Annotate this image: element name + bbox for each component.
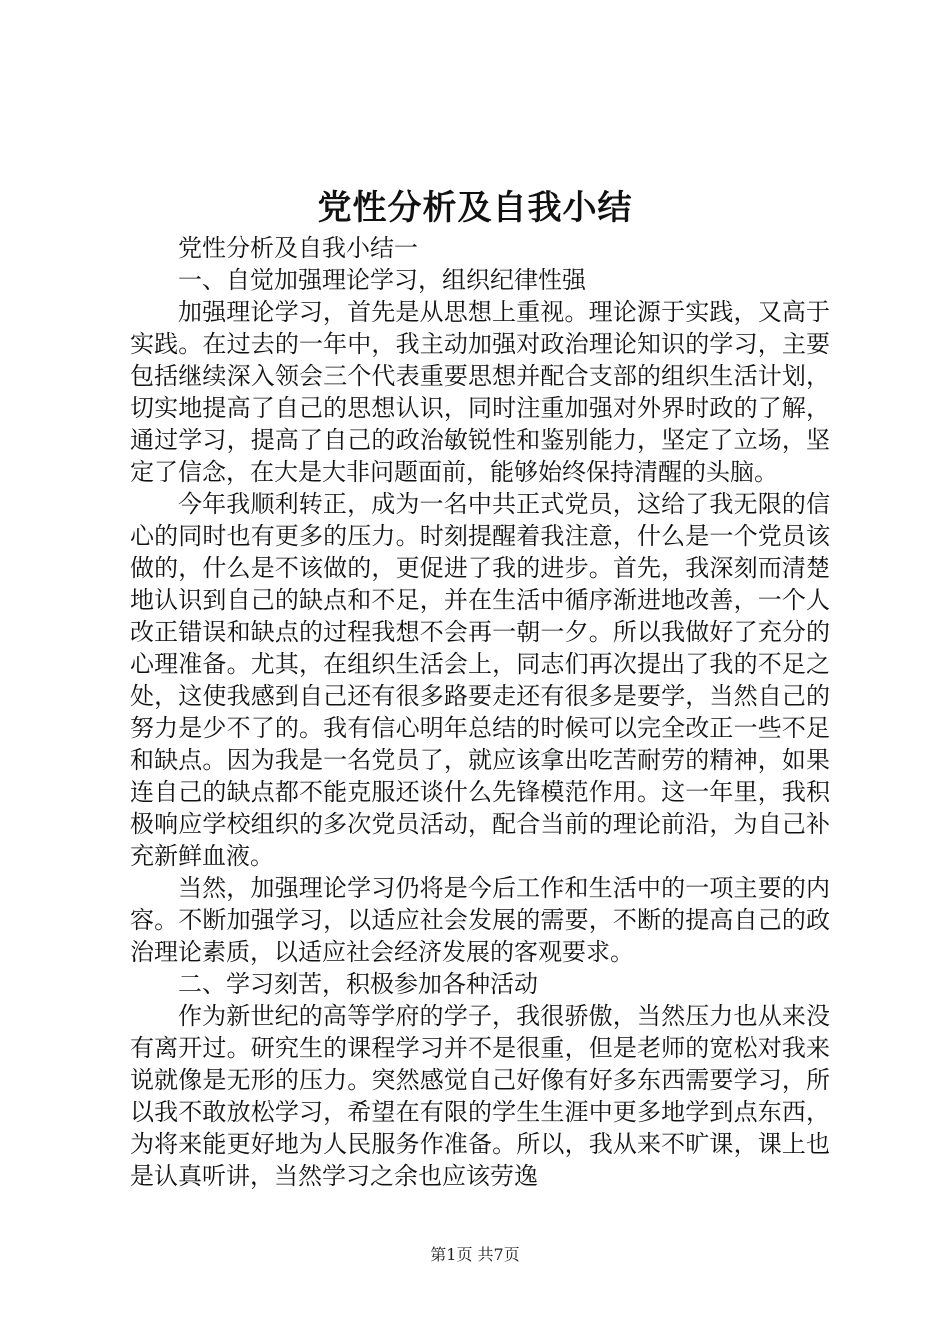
paragraph: 当然，加强理论学习仍将是今后工作和生活中的一项主要的内容。不断加强学习，以适应社会发展的需要，不断的提高自己的政治理论素质，以适应社会经济发展的客观要求。: [130, 874, 830, 966]
page-title: 党性分析及自我小结: [317, 188, 633, 228]
section-heading: 一、自觉加强理论学习，组织纪律性强: [178, 266, 586, 294]
paragraph: 作为新世纪的高等学府的学子，我很骄傲，当然压力也从来没有离开过。研究生的课程学习并不是很重，但是老师的宽松对我来说就像是无形的压力。突然感觉自己好像有好多东西需要学习，所以我不敢放松学习，希望在有限的学生生涯中更多地学到点东西，为将来能更好地为人民服务作准备。所以，我从来不旷课，课上也是认真听讲，当然学习之余也应该劳逸: [130, 1002, 830, 1190]
section-heading: 党性分析及自我小结一: [178, 234, 418, 262]
page-number-footer: 第1页 共7页: [430, 1245, 520, 1264]
paragraph: 今年我顺利转正，成为一名中共正式党员，这给了我无限的信心的同时也有更多的压力。时刻提醒着我注意，什么是一个党员该做的，什么是不该做的，更促进了我的进步。首先，我深刻而清楚地认识到自己的缺点和不足，并在生活中循序渐进地改善，一个人改正错误和缺点的过程我想不会再一朝一夕。所以我做好了充分的心理准备。尤其，在组织生活会上，同志们再次提出了我的不足之处，这使我感到自己还有很多路要走还有很多是要学，当然自己的努力是少不了的。我有信心明年总结的时候可以完全改正一些不足和缺点。因为我是一名党员了，就应该拿出吃苦耐劳的精神，如果连自己的缺点都不能克服还谈什么先锋模范作用。这一年里，我积极响应学校组织的多次党员活动，配合当前的理论前沿，为自己补充新鲜血液。: [130, 490, 830, 870]
document-body: [130, 232, 830, 1192]
section-heading: 二、学习刻苦，积极参加各种活动: [178, 970, 538, 998]
paragraph: 加强理论学习，首先是从思想上重视。理论源于实践，又高于实践。在过去的一年中，我主动加强对政治理论知识的学习，主要包括继续深入领会三个代表重要思想并配合支部的组织生活计划，切实地提高了自己的思想认识，同时注重加强对外界时政的了解，通过学习，提高了自己的政治敏锐性和鉴别能力，坚定了立场，坚定了信念，在大是大非问题面前，能够始终保持清醒的头脑。: [130, 298, 830, 486]
